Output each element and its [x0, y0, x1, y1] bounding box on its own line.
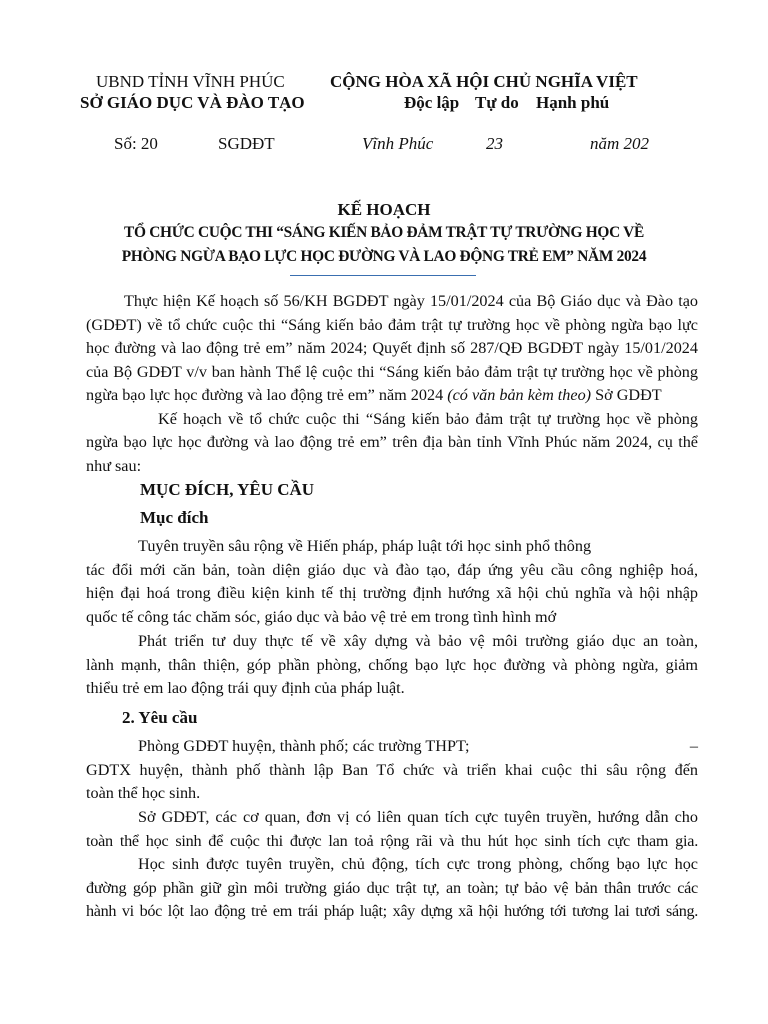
- purpose-line: Tuyên truyền sâu rộng về Hiến pháp, pháp luật tới học sinh phổ thông: [138, 537, 592, 555]
- doc-title: KẾ HOẠCH: [337, 200, 431, 219]
- purpose-line: Phát triển tư duy thực tế về xây dựng và bảo vệ môi trường giáo dục an toàn,: [138, 632, 698, 650]
- doc-subtitle-line1: TỔ CHỨC CUỘC THI “SÁNG KIẾN BẢO ĐẢM TRẬT TỰ TRƯỜNG HỌC VỀ: [124, 224, 644, 241]
- national-motto-1: Độc lập: [404, 93, 460, 112]
- purpose-line: thiểu trẻ em lao động trái quy định của pháp luật.: [86, 679, 405, 697]
- requirements-line: toàn thể học sinh.: [86, 784, 201, 802]
- intro-line: [86, 384, 698, 408]
- requirements-line: GDTX huyện, thành phố thành lập Ban Tổ chức và triển khai cuộc thi sâu rộng đến: [86, 760, 698, 779]
- requirements-text: Phòng GDĐT huyện, thành phố; các trường THPT;: [138, 737, 470, 755]
- intro-line: của Bộ GDĐT v/v ban hành Thể lệ cuộc thi “Sáng kiến bảo đảm trật tự trường học về phòng: [86, 362, 698, 381]
- agency-parent: UBND TỈNH VĨNH PHÚC: [96, 72, 285, 91]
- purpose-line: hiện đại hoá trong điều kiện kinh tế thị trường định hướng xã hội chủ nghĩa và hội nhập: [86, 584, 698, 602]
- requirements-line: hành vi bóc lột lao động trẻ em trái pháp luật; xây dựng xã hội hướng tới tương lai tươi sáng.: [86, 902, 698, 920]
- intro-text: ngừa bạo lực học đường và lao động trẻ em” năm 2024: [86, 386, 448, 404]
- requirements-line: toàn thể học sinh để cuộc thi được lan toả rộng rãi và thu hút học sinh tích cực tham gia.: [86, 831, 698, 850]
- intro-text: Sở GDĐT: [591, 386, 662, 404]
- purpose-paragraph-1: [86, 535, 698, 629]
- intro-line: Kế hoạch về tổ chức cuộc thi “Sáng kiến bảo đảm trật tự trường học về phòng: [158, 409, 698, 428]
- national-motto-3: Hạnh phú: [536, 93, 610, 112]
- agency-name: SỞ GIÁO DỤC VÀ ĐÀO TẠO: [80, 93, 305, 112]
- requirements-line: Học sinh được tuyên truyền, chủ động, tích cực trong phòng, chống bạo lực học: [138, 855, 698, 873]
- requirements-dash: –: [689, 737, 698, 755]
- intro-paragraph: [86, 290, 698, 478]
- purpose-paragraph-2: [86, 630, 698, 701]
- requirements-paragraph-2: [86, 806, 698, 853]
- doc-number: Số: 20: [114, 134, 158, 153]
- purpose-line: quốc tế công tác chăm sóc, giáo dục và bảo vệ trẻ em trong tình hình mớ: [86, 607, 557, 626]
- doc-agency-code: SGDĐT: [218, 134, 275, 153]
- national-motto-2: Tự do: [475, 93, 519, 112]
- intro-line: học đường và lao động trẻ em” năm 2024; Quyết định số 287/QĐ BGDĐT ngày 15/01/2024: [86, 339, 698, 357]
- intro-line: ngừa bạo lực học đường và lao động trẻ em” trên địa bàn tỉnh Vĩnh Phúc năm 2024, cụ thể: [86, 433, 698, 451]
- national-title: CỘNG HÒA XÃ HỘI CHỦ NGHĨA VIỆT: [330, 72, 638, 91]
- purpose-line: lành mạnh, thân thiện, góp phần phòng, chống bạo lực học đường và phòng ngừa, giảm: [86, 655, 698, 674]
- intro-line: như sau:: [86, 456, 142, 475]
- doc-year: năm 202: [590, 134, 650, 153]
- doc-place: Vĩnh Phúc: [362, 134, 434, 153]
- section-heading: MỤC ĐÍCH, YÊU CẦU: [140, 480, 315, 499]
- requirements-line: đường góp phần giữ gìn môi trường giáo dục trật tự, an toàn; tự bảo vệ bản thân trước các: [86, 878, 698, 897]
- intro-line: Thực hiện Kế hoạch số 56/KH BGDĐT ngày 15/01/2024 của Bộ Giáo dục và Đào tạo: [124, 292, 698, 310]
- doc-subtitle-line2: PHÒNG NGỪA BẠO LỰC HỌC ĐƯỜNG VÀ LAO ĐỘNG TRẺ EM” NĂM 2024: [121, 248, 647, 265]
- requirements-paragraph-3: [86, 853, 698, 924]
- intro-line: (GDĐT) về tổ chức cuộc thi “Sáng kiến bảo đảm trật tự trường học về phòng ngừa bạo lực: [86, 315, 698, 334]
- requirements-line: [86, 735, 698, 759]
- subsection-heading-requirements: 2. Yêu cầu: [122, 708, 198, 727]
- doc-day: 23: [486, 134, 503, 153]
- title-underline: [290, 275, 476, 276]
- subsection-heading-purpose: Mục đích: [140, 508, 209, 527]
- requirements-line: Sở GDĐT, các cơ quan, đơn vị có liên quan tích cực tuyên truyền, hướng dẫn cho: [138, 808, 698, 826]
- requirements-paragraph-1: [86, 735, 698, 806]
- purpose-line: tác đổi mới căn bản, toàn diện giáo dục và đào tạo, đáp ứng yêu cầu công nghiệp hoá,: [86, 560, 698, 579]
- intro-attachment-note: (có văn bản kèm theo): [447, 386, 592, 404]
